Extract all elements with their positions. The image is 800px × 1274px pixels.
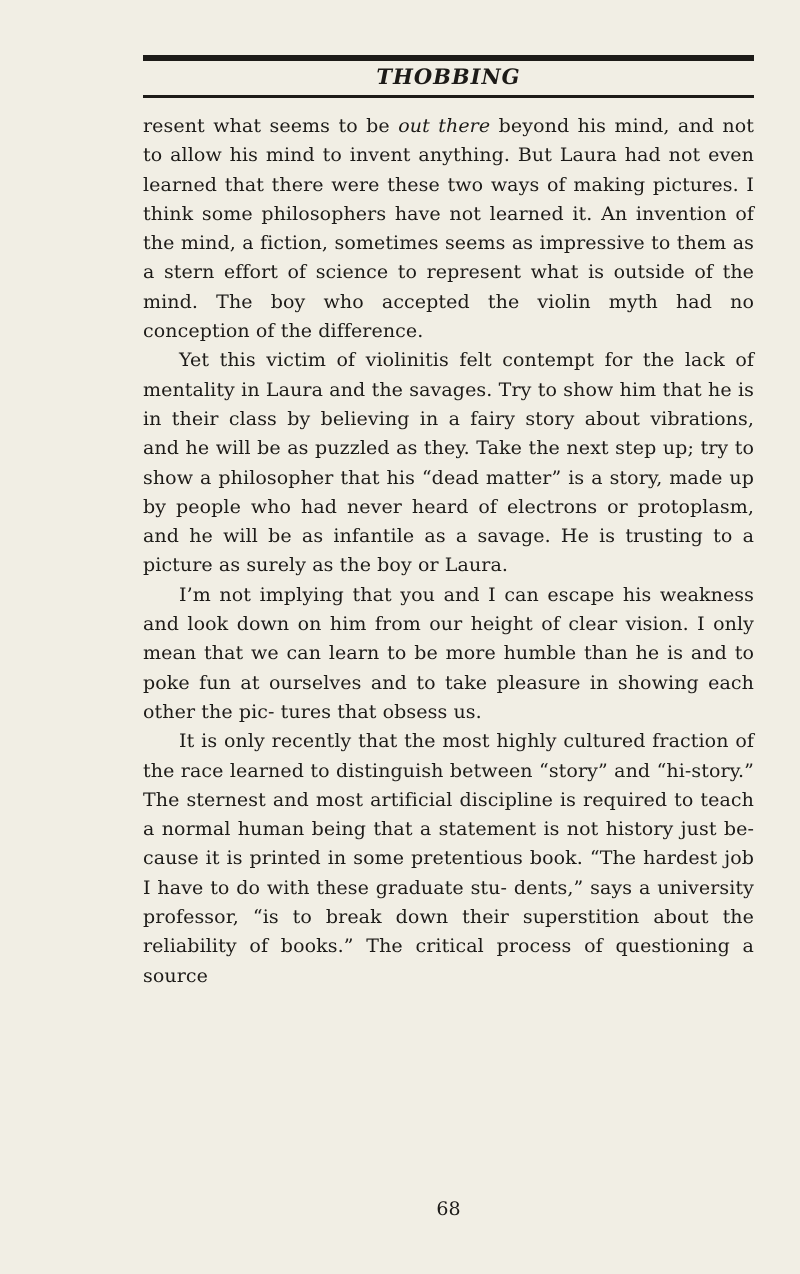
paragraph-text: resent what seems to be bbox=[143, 115, 399, 137]
paragraph: I’m not implying that you and I can escape his weakness and look down on him from our height of clear vision. I only mean that we can learn to be more humble than he is and to poke fun at ourselves and to take pleasure in showing each other the pic- tures that obsess us. bbox=[143, 583, 754, 723]
paragraph: Yet this victim of violinitis felt contempt for the lack of mentality in Laura and the savages. Try to show him that he is in their class by believing in a fairy story about vibrations, and he will be as puzzled as they. Take the next step up; try to show a philosopher that his “dead matter” is a story, made up by people who had never heard of electrons or protoplasm, and he will be as infantile as a savage. He is trusting to a picture as surely as the boy or Laura. bbox=[143, 349, 754, 577]
emphasized-text: out there bbox=[398, 115, 491, 137]
running-head: THOBBING bbox=[376, 64, 521, 89]
paragraph bbox=[143, 112, 754, 346]
header-rule-top bbox=[143, 55, 754, 61]
paragraph-text: beyond his mind, and not to allow his mind to invent anything. But Laura had not even learned that there were these two ways of making pictures. I think some philosophers have not learned it. An invention of the mind, a fiction, sometimes seems as impressive to them as a stern effort of science to represent what is outside of the mind. The boy who accepted the violin myth had no conception of the difference. bbox=[143, 115, 754, 343]
page-number: 68 bbox=[436, 1198, 461, 1220]
header-rule-bottom bbox=[143, 95, 754, 98]
paragraph: It is only recently that the most highly cultured fraction of the race learned to distinguish between “story” and “hi-story.” The sternest and most artificial discipline is required to teach a normal human being that a statement is not history just be- cause it is printed in some pretentious book. “The hardest job I have to do with these graduate stu- dents,” says a university professor, “is to break down their superstition about the reliability of books.” The critical process of questioning a source bbox=[143, 730, 754, 987]
body-text bbox=[143, 112, 754, 991]
